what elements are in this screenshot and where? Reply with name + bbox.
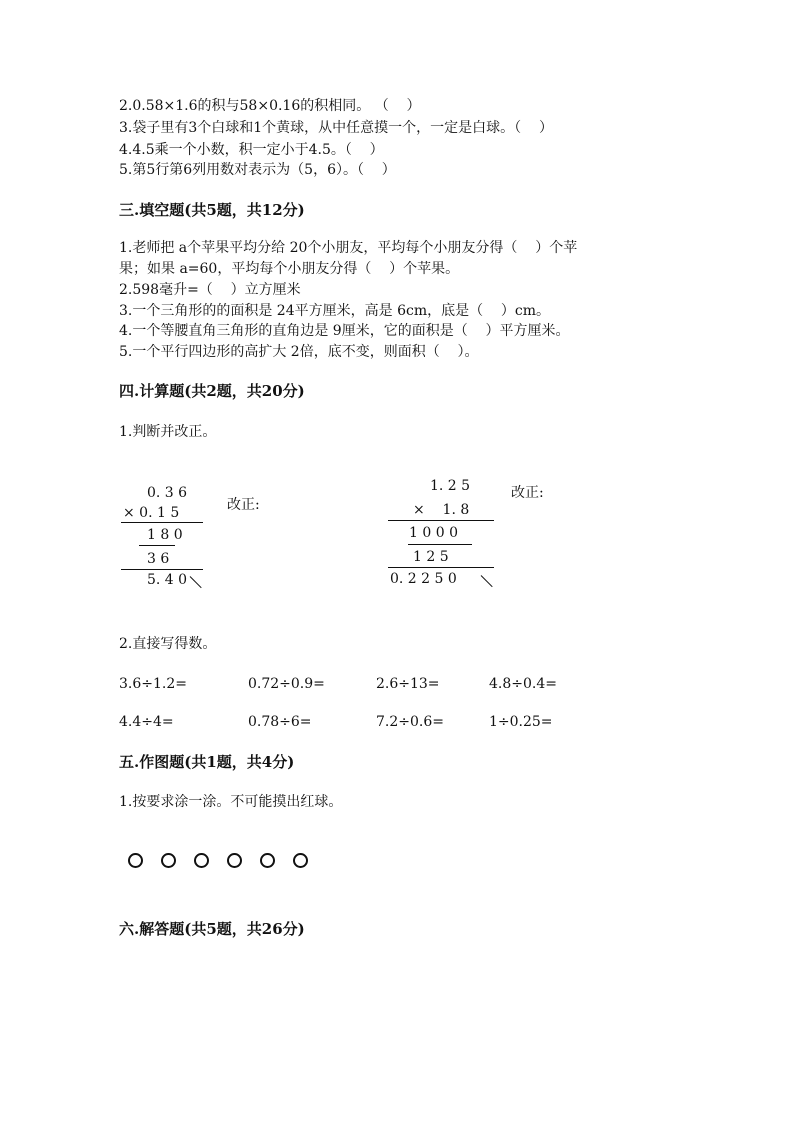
- calc-right-rule3: [388, 567, 494, 568]
- calc-right-row2: × 1. 8: [413, 502, 470, 518]
- calc-left-row4: 3 6: [147, 551, 170, 567]
- oral-r2-c2: 0.78÷6=: [248, 714, 312, 730]
- calc-left-rule3: [121, 569, 203, 570]
- calc-right-rule2: [408, 544, 472, 545]
- ball-circle-4[interactable]: [227, 853, 242, 868]
- compute-heading: 四.计算题(共2题，共20分): [119, 382, 305, 400]
- judge-item-3: 3.袋子里有3个白球和1个黄球，从中任意摸一个，一定是白球。（ ）: [119, 120, 553, 136]
- ball-circle-3[interactable]: [194, 853, 209, 868]
- calc-left-row1: 0. 3 6: [147, 485, 188, 501]
- judge-item-4: 4.4.5乘一个小数，积一定小于4.5。（ ）: [119, 142, 384, 158]
- oral-r2-c3: 7.2÷0.6=: [376, 714, 444, 730]
- oral-r2-c1: 4.4÷4=: [119, 714, 174, 730]
- fill-item-1b: 果；如果 a=60，平均每个小朋友分得（ ）个苹果。: [119, 261, 460, 277]
- oral-r1-c1: 3.6÷1.2=: [119, 676, 187, 692]
- judge-item-5: 5.第5行第6列用数对表示为（5，6）。（ ）: [119, 162, 396, 178]
- calc-right-strike: [481, 575, 493, 587]
- ball-circle-2[interactable]: [161, 853, 176, 868]
- fill-item-1a: 1.老师把 a个苹果平均分给 20个小朋友，平均每个小朋友分得（ ）个苹: [119, 240, 578, 256]
- draw-heading: 五.作图题(共1题，共4分): [119, 753, 295, 771]
- calc-left-rule1: [121, 522, 203, 523]
- compute-q1-label: 1.判断并改正。: [119, 424, 217, 440]
- fill-heading: 三.填空题(共5题，共12分): [119, 201, 305, 219]
- calc-right-row1: 1. 2 5: [430, 478, 471, 494]
- fill-item-5: 5.一个平行四边形的高扩大 2倍，底不变，则面积（ ）。: [119, 344, 479, 360]
- judge-item-2: 2.0.58×1.6的积与58×0.16的积相同。 （ ）: [119, 98, 421, 114]
- oral-r1-c2: 0.72÷0.9=: [248, 676, 325, 692]
- compute-q2-label: 2.直接写得数。: [119, 636, 217, 652]
- answer-heading: 六.解答题(共5题，共26分): [119, 920, 305, 938]
- fill-item-3: 3.一个三角形的的面积是 24平方厘米，高是 6cm，底是（ ）cm。: [119, 303, 551, 319]
- fill-item-4: 4.一个等腰直角三角形的直角边是 9厘米，它的面积是（ ）平方厘米。: [119, 323, 570, 339]
- ball-circle-1[interactable]: [128, 853, 143, 868]
- ball-circle-5[interactable]: [260, 853, 275, 868]
- calc-left-row5: 5. 4 0: [147, 572, 188, 588]
- calc-right-row5: 0. 2 2 5 0: [390, 571, 457, 587]
- calc-left-row2: × 0. 1 5: [123, 505, 180, 521]
- fill-item-2: 2.598毫升=（ ）立方厘米: [119, 282, 301, 298]
- calc-left-rule2: [139, 545, 175, 546]
- calc-right-row3: 1 0 0 0: [409, 525, 458, 541]
- oral-r2-c4: 1÷0.25=: [489, 714, 553, 730]
- oral-r1-c3: 2.6÷13=: [376, 676, 440, 692]
- correction-label-left: 改正:: [227, 497, 260, 513]
- calc-left-strike: [190, 576, 202, 588]
- correction-label-right: 改正:: [511, 485, 544, 501]
- calc-right-rule1: [388, 520, 494, 521]
- ball-circle-6[interactable]: [293, 853, 308, 868]
- calc-left-row3: 1 8 0: [147, 527, 183, 543]
- oral-r1-c4: 4.8÷0.4=: [489, 676, 557, 692]
- draw-q1-label: 1.按要求涂一涂。不可能摸出红球。: [119, 794, 343, 810]
- calc-right-row4: 1 2 5: [413, 549, 449, 565]
